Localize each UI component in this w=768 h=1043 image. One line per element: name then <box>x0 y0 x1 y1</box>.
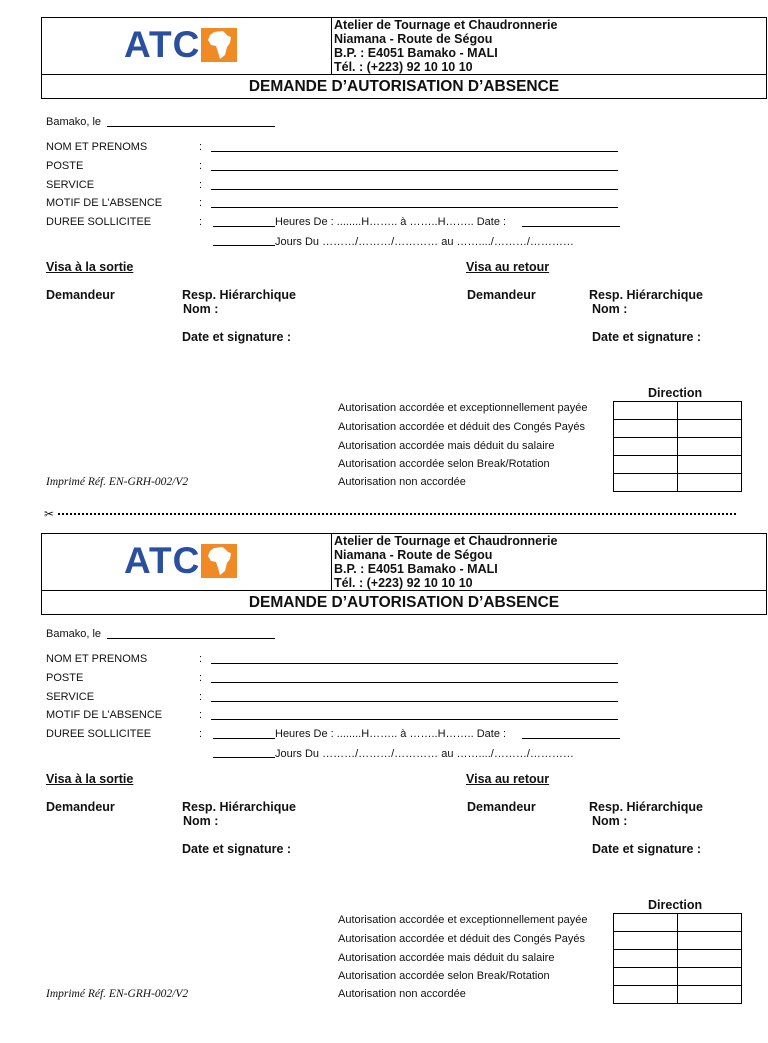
address-line: Niamana - Route de Ségou <box>334 548 493 562</box>
manager-name-label: Nom : <box>592 302 628 316</box>
name-line[interactable] <box>211 151 618 152</box>
direction-option: Autorisation accordée selon Break/Rotation <box>338 458 550 470</box>
duration-date-line[interactable] <box>522 738 620 739</box>
colon: : <box>199 141 203 153</box>
company-address <box>334 534 557 590</box>
requester-label: Demandeur <box>467 800 536 814</box>
form-header <box>41 533 768 615</box>
form-title: DEMANDE D’AUTORISATION D’ABSENCE <box>41 74 767 99</box>
direction-option: Autorisation accordée et déduit des Congés Payés <box>338 421 586 433</box>
colon: : <box>199 672 203 684</box>
field-label-service: SERVICE <box>46 179 95 191</box>
duration-days-text: Jours Du ………/………/………… au ……..../………/………… <box>275 748 574 760</box>
reason-line[interactable] <box>211 719 618 720</box>
manager-name-label: Nom : <box>183 814 219 828</box>
absence-form-bottom <box>0 533 768 1043</box>
manager-label: Resp. Hiérarchique <box>182 288 296 302</box>
duration-days-line[interactable] <box>213 245 275 246</box>
direction-checkbox-grid <box>613 913 742 1004</box>
direction-checkbox[interactable] <box>614 438 678 456</box>
direction-checkbox-grid <box>613 401 742 492</box>
field-label-post: POSTE <box>46 672 84 684</box>
manager-name-label: Nom : <box>592 814 628 828</box>
direction-checkbox[interactable] <box>614 402 678 420</box>
direction-checkbox[interactable] <box>678 420 742 438</box>
direction-checkbox[interactable] <box>678 950 742 968</box>
date-signature-label: Date et signature : <box>592 330 702 344</box>
direction-checkbox[interactable] <box>614 950 678 968</box>
direction-checkbox[interactable] <box>678 402 742 420</box>
visa-return-label: Visa au retour <box>466 260 550 274</box>
address-line: B.P. : E4051 Bamako - MALI <box>334 46 498 60</box>
direction-option: Autorisation non accordée <box>338 476 466 488</box>
post-line[interactable] <box>211 170 618 171</box>
direction-checkbox[interactable] <box>678 438 742 456</box>
logo-text: ATC <box>124 540 201 581</box>
manager-label: Resp. Hiérarchique <box>589 288 703 302</box>
address-line: Atelier de Tournage et Chaudronnerie <box>334 534 558 548</box>
atc-logo <box>124 541 237 581</box>
direction-checkbox[interactable] <box>614 932 678 950</box>
duration-hours-text: Heures De : ........H…….. à ……..H…….. Date : <box>275 728 507 740</box>
field-label-duration: DUREE SOLLICITEE <box>46 216 152 228</box>
date-signature-label: Date et signature : <box>182 842 292 856</box>
colon: : <box>199 709 203 721</box>
africa-logo-icon <box>201 28 237 62</box>
field-label-duration: DUREE SOLLICITEE <box>46 728 152 740</box>
direction-checkbox[interactable] <box>614 474 678 492</box>
place-date-label: Bamako, le <box>46 628 102 640</box>
address-line: Atelier de Tournage et Chaudronnerie <box>334 18 558 32</box>
manager-label: Resp. Hiérarchique <box>589 800 703 814</box>
duration-days-line[interactable] <box>213 757 275 758</box>
direction-option: Autorisation non accordée <box>338 988 466 1000</box>
direction-checkbox[interactable] <box>678 968 742 986</box>
duration-hours-line[interactable] <box>213 738 275 739</box>
header-separator <box>331 17 332 75</box>
direction-checkbox[interactable] <box>614 420 678 438</box>
place-date-line[interactable] <box>107 126 275 127</box>
requester-label: Demandeur <box>46 288 115 302</box>
direction-checkbox[interactable] <box>614 914 678 932</box>
colon: : <box>199 216 203 228</box>
reason-line[interactable] <box>211 207 618 208</box>
address-line: Tél. : (+223) 92 10 10 10 <box>334 576 473 590</box>
company-address <box>334 18 557 74</box>
name-line[interactable] <box>211 663 618 664</box>
direction-checkbox[interactable] <box>614 968 678 986</box>
place-date-label: Bamako, le <box>46 116 102 128</box>
direction-option: Autorisation accordée mais déduit du salaire <box>338 952 555 964</box>
field-label-post: POSTE <box>46 160 84 172</box>
direction-checkbox[interactable] <box>614 986 678 1004</box>
direction-label: Direction <box>648 386 703 400</box>
visa-exit-label: Visa à la sortie <box>46 260 134 274</box>
logo-text: ATC <box>124 24 201 65</box>
direction-checkbox[interactable] <box>678 456 742 474</box>
field-label-service: SERVICE <box>46 691 95 703</box>
form-header <box>41 17 768 99</box>
duration-days-text: Jours Du ………/………/………… au ……..../………/………… <box>275 236 574 248</box>
field-label-reason: MOTIF DE L’ABSENCE <box>46 709 163 721</box>
direction-label: Direction <box>648 898 703 912</box>
direction-checkbox[interactable] <box>678 914 742 932</box>
colon: : <box>199 728 203 740</box>
address-line: Niamana - Route de Ségou <box>334 32 493 46</box>
colon: : <box>199 197 203 209</box>
manager-label: Resp. Hiérarchique <box>182 800 296 814</box>
visa-exit-label: Visa à la sortie <box>46 772 134 786</box>
address-line: B.P. : E4051 Bamako - MALI <box>334 562 498 576</box>
direction-checkbox[interactable] <box>678 986 742 1004</box>
direction-checkbox[interactable] <box>678 932 742 950</box>
direction-checkbox[interactable] <box>614 456 678 474</box>
requester-label: Demandeur <box>46 800 115 814</box>
manager-name-label: Nom : <box>183 302 219 316</box>
direction-option: Autorisation accordée et déduit des Congés Payés <box>338 933 586 945</box>
service-line[interactable] <box>211 189 618 190</box>
direction-option: Autorisation accordée mais déduit du salaire <box>338 440 555 452</box>
form-reference: Imprimé Réf. EN-GRH-002/V2 <box>46 988 189 1000</box>
direction-option: Autorisation accordée et exceptionnellement payée <box>338 402 588 414</box>
cut-line <box>58 513 736 515</box>
direction-option: Autorisation accordée et exceptionnellement payée <box>338 914 588 926</box>
field-label-name: NOM ET PRENOMS <box>46 141 148 153</box>
direction-option: Autorisation accordée selon Break/Rotation <box>338 970 550 982</box>
post-line[interactable] <box>211 682 618 683</box>
date-signature-label: Date et signature : <box>592 842 702 856</box>
scissors-icon: ✂ <box>44 507 55 521</box>
duration-date-line[interactable] <box>522 226 620 227</box>
requester-label: Demandeur <box>467 288 536 302</box>
visa-return-label: Visa au retour <box>466 772 550 786</box>
form-reference: Imprimé Réf. EN-GRH-002/V2 <box>46 476 189 488</box>
colon: : <box>199 653 203 665</box>
service-line[interactable] <box>211 701 618 702</box>
africa-logo-icon <box>201 544 237 578</box>
colon: : <box>199 179 203 191</box>
date-signature-label: Date et signature : <box>182 330 292 344</box>
duration-hours-line[interactable] <box>213 226 275 227</box>
field-label-reason: MOTIF DE L’ABSENCE <box>46 197 163 209</box>
absence-form-top <box>0 17 768 527</box>
form-title: DEMANDE D’AUTORISATION D’ABSENCE <box>41 590 767 615</box>
field-label-name: NOM ET PRENOMS <box>46 653 148 665</box>
direction-checkbox[interactable] <box>678 474 742 492</box>
colon: : <box>199 691 203 703</box>
duration-hours-text: Heures De : ........H…….. à ……..H…….. Date : <box>275 216 507 228</box>
place-date-line[interactable] <box>107 638 275 639</box>
colon: : <box>199 160 203 172</box>
atc-logo <box>124 25 237 65</box>
address-line: Tél. : (+223) 92 10 10 10 <box>334 60 473 74</box>
header-separator <box>331 533 332 591</box>
